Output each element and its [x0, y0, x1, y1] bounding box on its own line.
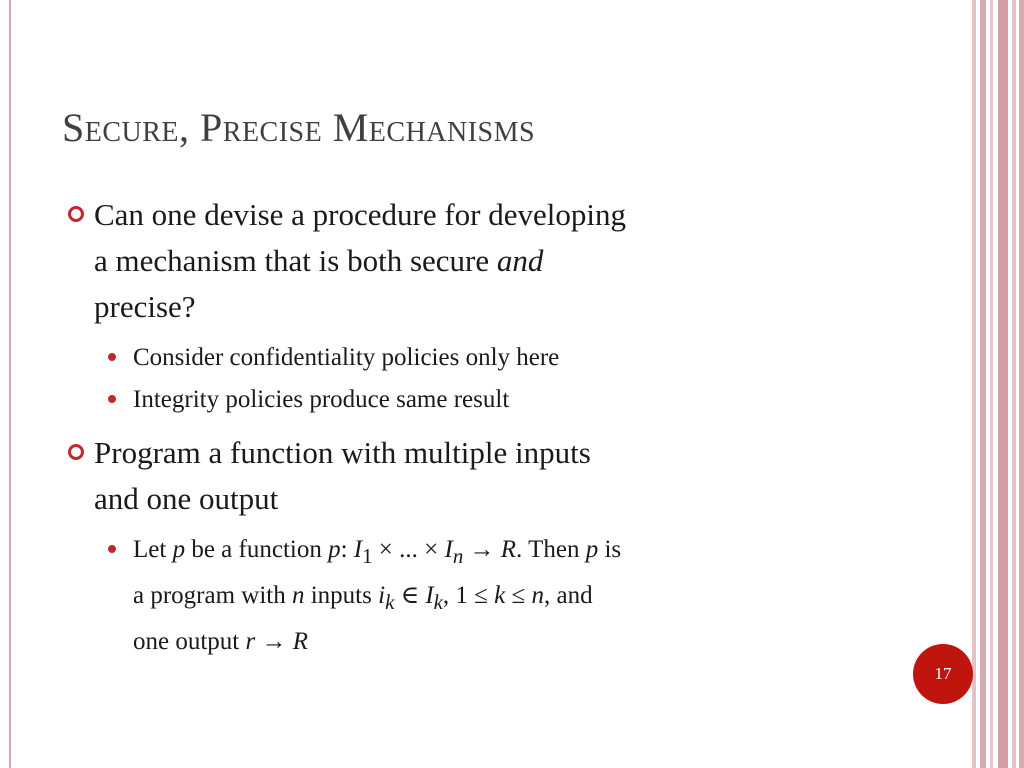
bullet-1-line-3: precise? [94, 289, 196, 324]
sub-bullet-2-1-line-1: Let p be a function p: $I_1$ × ... × $I_n \to R$. Then p is [133, 536, 622, 568]
page-number-badge: 17 [913, 644, 973, 704]
right-decorative-stripes [972, 0, 1024, 768]
bullet-2-line-2: and one output [94, 481, 279, 516]
sub-bullet-1-1: Consider confidentiality policies only here [68, 338, 908, 378]
bullet-2-line-1: Program a function with multiple inputs [94, 435, 591, 470]
ring-bullet-icon [68, 444, 84, 460]
dot-bullet-icon [108, 545, 116, 553]
sub-bullet-1-2: Integrity policies produce same result [68, 380, 908, 420]
sub-bullet-2-1-line-3: one output r → R [133, 628, 309, 655]
ring-bullet-icon [68, 206, 84, 222]
slide-title: Secure, Precise Mechanisms [62, 105, 536, 150]
sub-bullet-2-1 [68, 530, 908, 662]
bullet-1-line-2: a mechanism that is both secure and [94, 243, 544, 278]
dot-bullet-icon [108, 353, 116, 361]
bullet-2 [68, 430, 908, 522]
dot-bullet-icon [108, 395, 116, 403]
sub-bullet-2-1-line-2: a program with n inputs $i_k$ ∈ $I_k$, 1 ≤ k ≤ n, and [133, 582, 593, 614]
bullet-1-line-1: Can one devise a procedure for developing [94, 197, 626, 232]
emphasis-and: and [496, 243, 544, 278]
slide-content [68, 192, 908, 662]
left-border-rule [9, 0, 11, 768]
bullet-1 [68, 192, 908, 330]
